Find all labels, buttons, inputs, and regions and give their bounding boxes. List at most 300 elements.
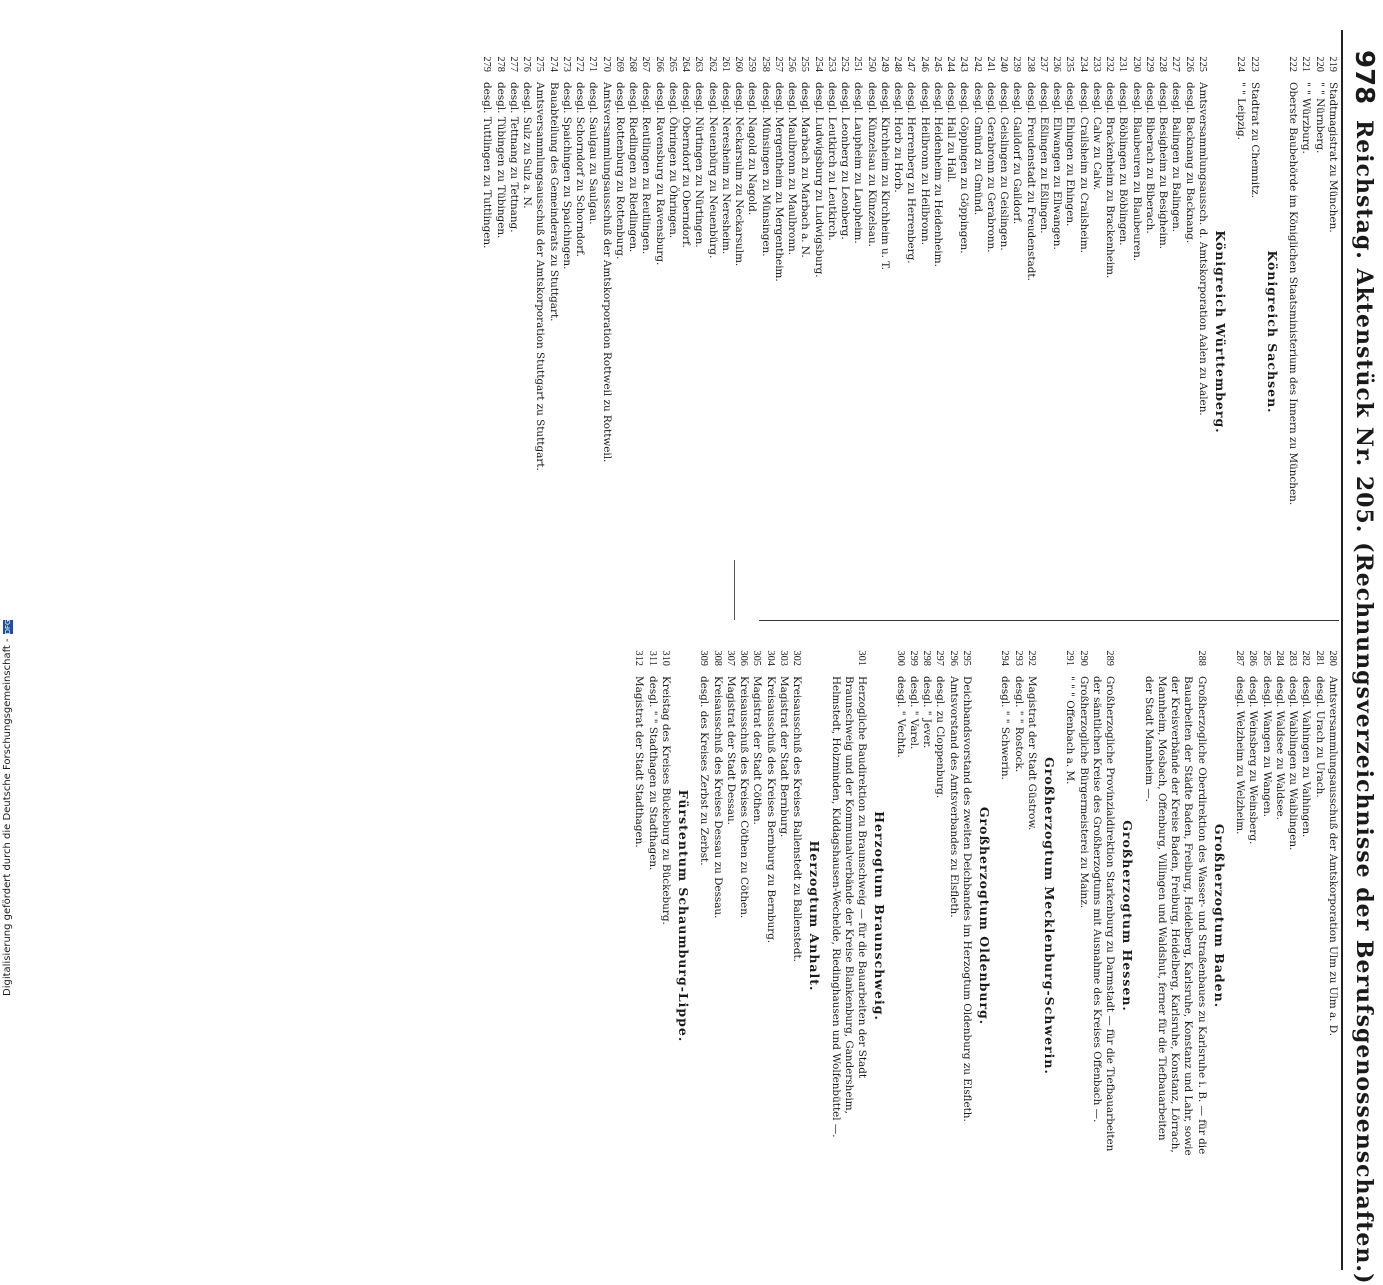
list-item: [920, 636, 933, 1156]
entry-text: Kreisausschuß des Kreises Bernburg zu Bernburg.: [764, 676, 777, 944]
entry-text: desgl. Crailsheim zu Crailsheim.: [1077, 82, 1090, 254]
list-item: [838, 42, 851, 582]
entry-text: desgl. " Varel.: [908, 676, 920, 750]
entry-number: 280: [1327, 650, 1338, 666]
list-item: [732, 42, 745, 582]
list-item: [772, 42, 785, 582]
entry-number: 229: [1144, 56, 1155, 72]
entry-number: 252: [839, 56, 851, 72]
list-item: [891, 42, 904, 582]
list-item: [790, 636, 803, 1156]
entry-text: Amtsversammlungsausschuß der Amtskorporation Ulm zu Ulm a. D.: [1327, 676, 1339, 1037]
list-item: [894, 636, 907, 1156]
entry-text: Kreistag des Kreises Bückeburg zu Bückeburg.: [660, 676, 672, 925]
entry-number: 236: [1051, 56, 1063, 72]
entry-text: desgl. Hall zu Hall.: [945, 82, 958, 183]
entry-number: 269: [614, 56, 625, 72]
list-item: [706, 42, 719, 582]
entry-number: 268: [627, 56, 639, 72]
entry-number: 303: [778, 650, 789, 666]
entry-number: 259: [746, 56, 758, 72]
list-item: [719, 42, 732, 582]
list-item: [520, 42, 533, 582]
entry-number: 291: [1064, 650, 1076, 666]
list-item: [865, 42, 878, 582]
entry-number: 286: [1247, 650, 1259, 666]
entry-text: Amtsvorstand des Amtsverbandes zu Elsfleth.: [947, 676, 960, 918]
entry-number: 284: [1274, 650, 1285, 666]
section-heading: Herzogtum Braunschweig.: [872, 811, 888, 1021]
entry-number: 295: [961, 650, 972, 666]
list-item: [697, 636, 710, 1156]
list-item: [1326, 636, 1339, 1156]
entry-number: 309: [698, 650, 710, 666]
entry-text: Amtsversammlungsausschuß der Amtskorporation Rottweil zu Rottweil.: [600, 82, 613, 463]
entry-text: desgl. Ehingen zu Ehingen.: [1064, 82, 1077, 227]
list-item: [692, 42, 705, 582]
list-item: [1103, 42, 1116, 582]
list-item: [1313, 42, 1326, 582]
entry-text: desgl. Mergentheim zu Mergentheim.: [773, 82, 785, 282]
entry-text: desgl. " Jever.: [921, 676, 934, 749]
entry-text: desgl. " " Rostock.: [1012, 676, 1025, 773]
entry-text: desgl. Maulbronn zu Maulbronn.: [786, 82, 799, 256]
entry-number: 246: [918, 56, 930, 72]
section-heading: Großherzogtum Hessen.: [1120, 820, 1136, 1012]
entry-number: 306: [738, 650, 750, 666]
list-item: [1299, 636, 1312, 1156]
entry-number: 228: [1157, 56, 1169, 72]
entry-number: 249: [879, 56, 890, 72]
entry-text: Kreisausschuß des Kreises Cöthen zu Cöthen.: [738, 676, 751, 919]
list-item: [944, 42, 957, 582]
entry-number: 262: [706, 56, 718, 72]
entry-text: desgl. zu Cloppenburg.: [934, 676, 947, 799]
entry-text: desgl. Ellwangen zu Ellwangen.: [1051, 82, 1064, 250]
entry-number: 292: [1026, 650, 1037, 666]
entry-text: desgl. Tübingen zu Tübingen.: [494, 82, 507, 239]
entry-number: 288: [1195, 650, 1207, 666]
entry-text: Magistrat der Stadt Güstrow.: [1026, 676, 1038, 831]
entry-number: 219: [1327, 56, 1338, 72]
list-item: [1260, 636, 1273, 1156]
entry-text: Kreisausschuß des Kreises Ballenstedt zu Ballenstedt.: [791, 676, 804, 962]
entry-number: 264: [680, 56, 692, 72]
entry-text: desgl. Rottenburg zu Rottenburg.: [614, 82, 626, 260]
list-item: [759, 42, 772, 582]
entry-number: 299: [908, 650, 919, 666]
entry-number: 260: [733, 56, 745, 72]
entry-number: 307: [725, 650, 736, 666]
entry-text: desgl. Welzheim zu Welzheim.: [1234, 676, 1247, 835]
entry-text: Oberste Baubehörde im Königlichen Staatsministerium des Innern zu München.: [1287, 82, 1300, 506]
list-item: [1010, 42, 1023, 582]
entry-text: desgl. Waldsee zu Waldsee.: [1274, 676, 1286, 820]
entry-text: desgl. Gaildorf zu Gaildorf.: [1011, 82, 1024, 225]
entry-text: desgl. Geislingen zu Geislingen.: [998, 82, 1011, 251]
entry-text: Stadtrat zu Chemnitz.: [1248, 82, 1261, 199]
entry-number: 274: [547, 56, 559, 72]
left-column: [480, 42, 1339, 582]
entry-text: desgl. Horb zu Horb.: [892, 82, 905, 193]
entry-number: 231: [1117, 56, 1129, 72]
entry-number: 248: [892, 56, 904, 72]
list-item: [653, 42, 666, 582]
entry-text: desgl. Spaichingen zu Spaichingen.: [561, 82, 573, 270]
section-heading: Königreich Sachsen.: [1265, 250, 1280, 414]
list-item: [829, 636, 869, 1156]
list-item: [1077, 636, 1090, 1156]
entry-number: 294: [999, 650, 1011, 666]
entry-text: Magistrat der Stadt Bernburg.: [778, 676, 790, 838]
list-item: [750, 636, 763, 1156]
entry-number: 233: [1091, 56, 1102, 72]
entry-number: 256: [786, 56, 798, 72]
entry-number: 232: [1104, 56, 1116, 72]
entry-text: desgl. Biberach zu Biberach.: [1144, 82, 1156, 234]
entry-number: 300: [894, 650, 906, 666]
list-item: [984, 42, 997, 582]
list-item: [639, 42, 652, 582]
entry-number: 220: [1313, 56, 1325, 72]
entry-text: " " Leipzig.: [1235, 82, 1248, 140]
entry-text: desgl. Neuenbürg zu Neuenbürg.: [706, 82, 719, 259]
list-item: [586, 42, 599, 582]
entry-number: 242: [971, 56, 983, 72]
list-item: [1025, 636, 1038, 1156]
entry-text: desgl. Blaubeuren zu Blaubeuren.: [1130, 82, 1143, 262]
entry-text: desgl. Münsingen zu Münsingen.: [759, 82, 772, 257]
list-item: [1143, 42, 1156, 582]
entry-number: 224: [1235, 56, 1247, 72]
entry-number: 271: [587, 56, 599, 72]
list-item: [825, 42, 838, 582]
entry-number: 267: [640, 56, 652, 72]
list-item: [626, 42, 639, 582]
entry-text: desgl. Wangen zu Wangen.: [1260, 676, 1273, 818]
entry-number: 282: [1300, 650, 1312, 666]
entry-text: desgl. Göppingen zu Göppingen.: [958, 82, 971, 254]
list-item: [480, 42, 493, 582]
entry-text: desgl. Heilbronn zu Heilbronn.: [918, 82, 931, 246]
list-item: [878, 42, 891, 582]
entry-text: desgl. Künzelsau zu Künzelsau.: [865, 82, 878, 247]
entry-text: Magistrat der Stadt Cöthen.: [751, 676, 764, 825]
entry-text: Amtsversammlungsaussch. d. Amtskorporation Aalen zu Aalen.: [1197, 82, 1209, 416]
entry-text: Amtsversammlungsausschuß der Amtskorporation Stuttgart zu Stuttgart.: [534, 82, 547, 471]
list-item: [1037, 42, 1050, 582]
entry-text: desgl. Brackenheim zu Brackenheim.: [1104, 82, 1117, 279]
entry-text: desgl. Herrenberg zu Herrenberg.: [905, 82, 918, 264]
entry-number: 272: [574, 56, 586, 72]
list-item: [1063, 42, 1076, 582]
entry-text: Deichbandsvorstand des zweiten Deichbandes im Herzogtum Oldenburg zu Elsfleth.: [961, 676, 973, 1122]
list-item: [1050, 42, 1063, 582]
entry-text: desgl. Ludwigsburg zu Ludwigsburg.: [812, 82, 825, 278]
entry-number: 254: [812, 56, 824, 72]
list-item: [960, 636, 973, 1156]
entry-number: 285: [1260, 650, 1272, 666]
entry-text: desgl. Tettnang zu Tettnang.: [508, 82, 520, 233]
entry-text: desgl. Waiblingen zu Waiblingen.: [1287, 676, 1300, 851]
list-item: [533, 42, 546, 582]
list-item: [1130, 42, 1143, 582]
right-column: [632, 636, 1339, 1156]
list-item: [724, 636, 737, 1156]
entry-number: 261: [720, 56, 731, 72]
entry-number: 304: [764, 650, 776, 666]
entry-number: 221: [1300, 56, 1312, 72]
entry-number: 239: [1011, 56, 1023, 72]
entry-text: desgl. Oberndorf zu Oberndorf.: [680, 82, 693, 248]
list-item: [764, 636, 777, 1156]
entry-number: 305: [751, 650, 763, 666]
entry-text: desgl. Reutlingen zu Reutlingen.: [640, 82, 653, 255]
list-item: [957, 42, 970, 582]
list-item: [997, 42, 1010, 582]
entry-number: 270: [600, 56, 612, 72]
entry-number: 312: [633, 650, 645, 666]
entry-text: desgl. " " Schwerin.: [999, 676, 1012, 780]
entry-number: 289: [1104, 650, 1116, 666]
entry-text: desgl. Leonberg zu Leonberg.: [839, 82, 852, 240]
entry-number: 240: [998, 56, 1010, 72]
list-item: [1234, 42, 1247, 582]
list-item: [560, 42, 573, 582]
list-item: [777, 636, 790, 1156]
entry-text: desgl. Riedlingen zu Riedlingen.: [627, 82, 640, 253]
entry-text: desgl. Eßlingen zu Eßlingen.: [1038, 82, 1050, 234]
list-item: [573, 42, 586, 582]
list-item: [907, 636, 920, 1156]
entry-text: Großherzogliche Bürgermeisterei zu Mainz.: [1077, 676, 1090, 909]
list-item: [659, 636, 672, 1156]
entry-text: Kreisausschuß des Kreises Dessau zu Dessau.: [711, 676, 724, 919]
entry-number: 226: [1183, 56, 1195, 72]
list-item: [1024, 42, 1037, 582]
entry-text: desgl. Böblingen zu Böblingen.: [1117, 82, 1130, 246]
page-title: Reichstag. Aktenstück Nr. 205. (Rechnungsverzeichnisse der Berufsgenossenschaften.): [1351, 120, 1377, 1285]
list-item: [600, 42, 613, 582]
page-header: [1343, 0, 1383, 1285]
section-heading: Fürstentum Schaumburg-Lippe.: [676, 789, 692, 1043]
entry-text: Magistrat der Stadt Stadthagen.: [633, 676, 646, 848]
entry-number: 308: [711, 650, 723, 666]
section-heading: Großherzogtum Baden.: [1212, 823, 1227, 1009]
entry-number: 310: [660, 650, 671, 666]
list-item: [507, 42, 520, 582]
list-item: [931, 42, 944, 582]
entry-text: desgl. Vaihingen zu Vaihingen.: [1300, 676, 1313, 838]
list-item: [1246, 636, 1259, 1156]
entry-number: 227: [1170, 56, 1182, 72]
list-item: [1248, 42, 1261, 582]
list-item: [1326, 42, 1339, 582]
entry-text: desgl. Gerabronn zu Gerabronn.: [985, 82, 997, 253]
entry-number: 241: [985, 56, 996, 72]
entry-text: desgl. Laupheim zu Laupheim.: [852, 82, 865, 244]
entry-text: desgl. Freudenstadt zu Freudenstadt.: [1024, 82, 1037, 281]
entry-text: Bauabteilung des Gemeinderats zu Stuttgart.: [547, 82, 560, 322]
list-item: [547, 42, 560, 582]
list-item: [1116, 42, 1129, 582]
list-item: [1233, 636, 1246, 1156]
list-item: [785, 42, 798, 582]
section-heading: Großherzogtum Oldenburg.: [977, 806, 993, 1026]
entry-text: desgl. Sulz zu Sulz a. N.: [521, 82, 534, 209]
list-item: [933, 636, 946, 1156]
list-item: [613, 42, 626, 582]
entry-number: 230: [1130, 56, 1142, 72]
entry-text: Magistrat der Stadt Dessau.: [725, 676, 737, 825]
entry-number: 244: [945, 56, 957, 72]
list-item: [632, 636, 645, 1156]
entry-number: 279: [481, 56, 493, 72]
entry-text: desgl. Marbach zu Marbach a. N.: [799, 82, 812, 258]
list-item: [1299, 42, 1312, 582]
entry-number: 243: [958, 56, 970, 72]
entry-text: desgl. des Kreises Zerbst zu Zerbst.: [698, 676, 711, 866]
entry-text: Herzogliche Baudirektion zu Braunschweig — für die Bauarbeiten der Stadt Braunschweig und der Kommunalverbände der Kreise Blankenburg, Gandersheim, Helmstedt, Holzminden, Kiddagshausen-Wechelde, Riedinghausen und Wolfenbüttel —.: [829, 676, 869, 1138]
entry-text: desgl. Ravensburg zu Ravensburg.: [653, 82, 666, 266]
entry-number: 297: [934, 650, 946, 666]
entry-number: 247: [905, 56, 917, 72]
list-item: [998, 636, 1011, 1156]
list-item: [1142, 636, 1208, 1156]
list-item: [1090, 636, 1117, 1156]
entry-number: 290: [1077, 650, 1089, 666]
list-item: [1196, 42, 1209, 582]
list-item: [851, 42, 864, 582]
entry-number: 223: [1248, 56, 1260, 72]
entry-number: 277: [508, 56, 519, 72]
entry-text: desgl. Calw zu Calw.: [1091, 82, 1103, 191]
entry-number: 225: [1197, 56, 1208, 72]
list-item: [1273, 636, 1286, 1156]
entry-number: 301: [856, 650, 868, 666]
entry-text: desgl. Nagold zu Nagold.: [746, 82, 759, 216]
entry-number: 257: [773, 56, 784, 72]
entry-number: 283: [1287, 650, 1299, 666]
entry-number: 311: [646, 650, 658, 666]
entry-number: 253: [826, 56, 837, 72]
entry-number: 238: [1024, 56, 1036, 72]
entry-text: " " " Offenbach a. M.: [1064, 676, 1077, 785]
entry-text: desgl. Leutkirch zu Leutkirch.: [826, 82, 838, 241]
list-item: [904, 42, 917, 582]
entry-number: 237: [1038, 56, 1049, 72]
page-number: 978: [1349, 50, 1379, 105]
list-item: [971, 42, 984, 582]
entry-text: desgl. Öhringen zu Öhringen.: [667, 82, 679, 239]
dfg-logo: DFG: [4, 619, 12, 635]
list-item: [918, 42, 931, 582]
entry-text: desgl. Nürtingen zu Nürtingen.: [693, 82, 706, 248]
credit-label: Digitalisierung gefördert durch die Deutsche Forschungsgemeinschaft -: [2, 638, 13, 996]
list-item: [1063, 636, 1076, 1156]
list-item: [494, 42, 507, 582]
list-item: [1286, 42, 1299, 582]
entry-text: " " Würzburg.: [1300, 82, 1313, 154]
entry-number: 273: [561, 56, 572, 72]
entry-number: 276: [521, 56, 533, 72]
entry-number: 275: [534, 56, 546, 72]
entry-text: desgl. Gmünd zu Gmünd.: [971, 82, 984, 216]
entry-number: 234: [1077, 56, 1089, 72]
entry-number: 245: [932, 56, 943, 72]
list-item: [1090, 42, 1103, 582]
entry-number: 258: [759, 56, 771, 72]
entry-text: desgl. Tuttlingen zu Tuttlingen.: [481, 82, 494, 249]
list-item: [1313, 636, 1326, 1156]
entry-text: Großherzogliche Oberdirektion des Wasser- und Straßenbaues zu Karlsruhe i. B. — für die Bauarbeiten der Städte Baden, Freiburg, Heidelberg, Karlsruhe, Konstanz und Lahr, sowie der Kreisverbände der Kreise Baden, Freiburg, Heidelberg, Karlsruhe, Konstanz, Lörrach, Mannheim, Mosbach, Offenburg, Villingen und Waldshut, ferner für die Tiefbauarbeiten der Stadt Mannheim —.: [1142, 676, 1208, 1156]
entry-text: desgl. Schorndorf zu Schorndorf.: [574, 82, 587, 257]
entry-text: desgl. Kirchheim zu Kirchheim u. T.: [879, 82, 891, 270]
section-heading: Großherzogtum Mecklenburg-Schwerin.: [1042, 757, 1058, 1075]
list-item: [812, 42, 825, 582]
list-item: [679, 42, 692, 582]
entry-number: 281: [1313, 650, 1325, 666]
list-item: [737, 636, 750, 1156]
entry-text: Stadtmagistrat zu München.: [1327, 82, 1339, 233]
entry-text: desgl. Urach zu Urach.: [1313, 676, 1326, 798]
entry-number: 278: [494, 56, 506, 72]
list-item: [646, 636, 659, 1156]
list-item: [1156, 42, 1169, 582]
entry-text: desgl. Backnang zu Backnang.: [1183, 82, 1196, 244]
entry-text: desgl. Neresheim zu Neresheim.: [720, 82, 732, 255]
entry-number: 222: [1287, 56, 1299, 72]
section-heading: Herzogtum Anhalt.: [807, 840, 823, 992]
section-heading: Königreich Württemberg.: [1213, 230, 1229, 434]
entry-text: desgl. Heidenheim zu Heidenheim.: [932, 82, 944, 267]
entry-number: 235: [1064, 56, 1076, 72]
entry-number: 296: [947, 650, 959, 666]
list-item: [1169, 42, 1182, 582]
list-item: [947, 636, 960, 1156]
entry-number: 263: [693, 56, 705, 72]
list-item: [745, 42, 758, 582]
list-item: [711, 636, 724, 1156]
entry-text: Großherzogliche Provinzialdirektion Starkenburg zu Darmstadt — für die Tiefbauarbeiten der sämtlichen Kreise des Großherzogtums mit Ausnahme des Kreises Offenbach —.: [1091, 676, 1117, 1152]
list-item: [666, 42, 679, 582]
entry-text: desgl. Saulgau zu Saulgau.: [587, 82, 600, 225]
list-item: [1183, 42, 1196, 582]
entry-text: desgl. Besigheim zu Besigheim.: [1157, 82, 1170, 250]
entry-number: 255: [799, 56, 811, 72]
entry-text: desgl. Weinsberg zu Weinsberg.: [1247, 676, 1260, 845]
entry-text: desgl. Balingen zu Balingen.: [1170, 82, 1183, 233]
entry-text: desgl. " " Stadthagen zu Stadthagen.: [646, 676, 659, 871]
entry-text: " " Nürnberg.: [1313, 82, 1326, 154]
list-item: [1012, 636, 1025, 1156]
list-item: [798, 42, 811, 582]
header-rule: [1341, 30, 1343, 1270]
entry-number: 266: [653, 56, 665, 72]
entry-number: 293: [1012, 650, 1024, 666]
entry-number: 250: [865, 56, 877, 72]
entry-number: 251: [852, 56, 864, 72]
list-item: [1077, 42, 1090, 582]
column-divider: [759, 620, 1339, 621]
entry-number: 265: [667, 56, 678, 72]
entry-number: 302: [791, 650, 803, 666]
entry-text: desgl. Neckarsulm zu Neckarsulm.: [733, 82, 746, 267]
list-item: [1286, 636, 1299, 1156]
entry-text: desgl. " Vechta.: [894, 676, 907, 758]
entry-number: 298: [921, 650, 933, 666]
entry-number: 287: [1234, 650, 1246, 666]
